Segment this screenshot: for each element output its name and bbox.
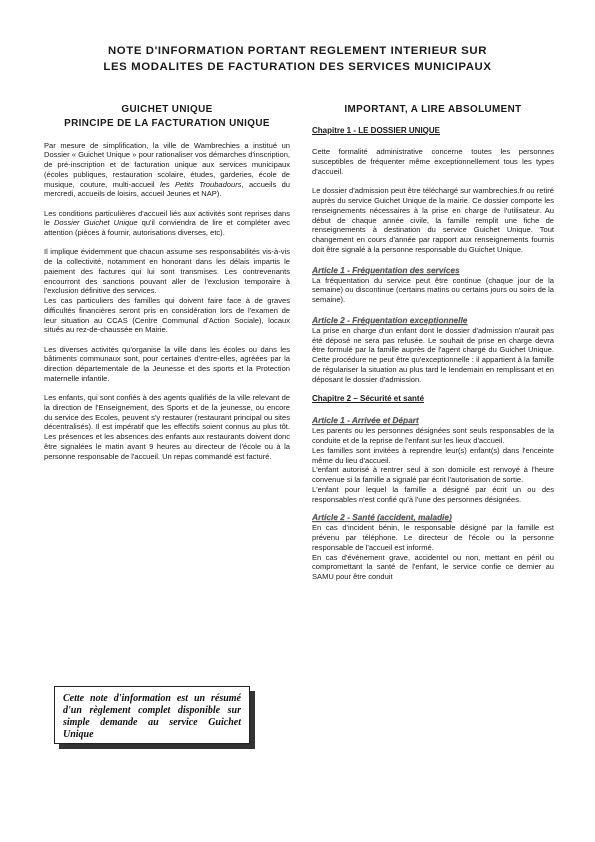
chapter-2-article-1-text-4: L'enfant pour lequel la famille a désigné par écrit un ou des responsables n'est confié qu'à l'une des personnes désignées. [312,484,554,504]
chapter-2-heading: Chapitre 2 – Sécurité et santé [312,394,425,404]
paragraph-conditions: Les conditions particulières d'accueil liés aux activités sont reprises dans le Dossier Guichet Unique qu'il conviendra de lire et compléter avec attention (pièces à fournir, autorisations diverses, etc). [44,208,290,237]
right-column-heading: IMPORTANT, A LIRE ABSOLUMENT [344,104,522,115]
chapter-2-article-1-text-1: Les parents ou les personnes désignées sont seuls responsables de la conduite et de la reprise de l'enfant sur les lieux d'accueil. [312,426,554,445]
chapter-2-article-1-text-2: Les familles sont invitées à reprendre leur(s) enfant(s) dans l'enceinte même du lieu d'accueil. [312,445,554,465]
document-title [40,43,555,75]
paragraph-restauration: Les enfants, qui sont confiés à des agents qualifiés de la ville relevant de la direction de l'Enseignement, des Sports et de la jeunesse, ou encore du service des Ecoles, peuvent s'y restaurer (restaurant principal ou sites décentralisés). Il est impératif que les effectifs soient connus au plus tôt. Les présences et les absences des enfants aux restaurants doivent donc être signalées le matin avant 9 heures au directeur de l'école ou à la personne responsable de l'accueil. Un repas commandé est facturé. [44,393,290,461]
chapter-1-paragraph-2: Le dossier d'admission peut être téléchargé sur wambrechies.fr ou retiré auprès du service Guichet Unique de la mairie. Ce dossier comporte les renseignements nécessaires à la prise en charge de l'utilisateur. Au début de chaque année civile, la famille remplit une fiche de renseignements à destination du service Guichet Unique. Tout changement en cours d'année par rapport aux renseignements fournis doit être signalé à la personne responsable du Guichet Unique. [312,186,554,254]
right-column [312,103,554,582]
chapter-2-article-1-text-3: L'enfant autorisé à rentrer seul à son domicile est renvoyé à l'heure convenue si la famille a signalé par écrit l'autorisation de sortie. [312,465,554,484]
paragraph-cas-particuliers: Les cas particuliers des familles qui doivent faire face à de graves difficultés financières seront pris en considération lors de l'examen de leur situation au CCAS (Centre Communal d'Action Sociale), locaux situés au rez-de-chaussée en Mairie. [44,296,290,335]
chapter-1-paragraph-1: Cette formalité administrative concerne toutes les personnes susceptibles de fréquenter même exceptionnellement tous les types d'accueil. [312,147,554,176]
title-line-1: NOTE D'INFORMATION PORTANT REGLEMENT INTERIEUR SUR [107,45,488,57]
left-column-heading [44,103,290,131]
chapter-1-article-1-heading: Article 1 - Fréquentation des services [312,264,460,275]
paragraph-intro: Par mesure de simplification, la ville de Wambrechies a institué un Dossier « Guichet Unique » pour rationaliser vos démarches d'inscription, de pré-inscription et de facturation unique aux services municipaux (écoles publiques, restauration scolaire, études, garderies, école de musique, couture, multi-accueil les Petits Troubadours, accueils du mercredi, accueils de loisirs, accueil Jeunes et NAP). [44,140,290,199]
left-column [44,103,290,461]
paragraph-activites: Les diverses activités qu'organise la ville dans les écoles ou dans les bâtiments communaux sont, pour certaines d'entre-elles, agréées par la direction départementale de la Jeunesse et des sports et la Protection maternelle infantile. [44,344,290,383]
chapter-2-article-2-heading: Article 2 - Santé (accident, maladie) [312,512,452,523]
chapter-1-heading: Chapitre 1 - LE DOSSIER UNIQUE [312,126,441,135]
chapter-1-article-2-text: La prise en charge d'un enfant dont le dossier d'admission n'aurait pas été déposé ne sera pas refusée. Le souhait de prise en charge devra être formulé par la famille auprès de l'agent chargé du Guichet Unique. Cette procédure ne peut être qu'exceptionnelle : il appartient à la famille de régulariser la situation au plus tard le lendemain en remplissant et en déposant le dossier d'admission. [312,325,554,384]
chapter-1-article-1-text: La fréquentation du service peut être continue (chaque jour de la semaine) ou discontinue (certains matins ou certains jours ou soirs de la semaine). [312,275,554,304]
heading-principe-facturation: PRINCIPE DE LA FACTURATION UNIQUE [64,118,270,129]
summary-note-box: Cette note d'information est un résumé d'un règlement complet disponible sur simple demande au service Guichet Unique [54,686,250,744]
heading-guichet-unique: GUICHET UNIQUE [121,104,213,115]
paragraph-responsabilites: Il implique évidemment que chacun assume ses responsabilités vis-à-vis de la collectivité, notamment en honorant dans les délais impartis le paiement des factures qui lui sont transmises. Les contrevenants encourront des sanctions pouvant aller de l'exclusion temporaire à l'exclusion définitive des services. [44,247,290,296]
chapter-2-article-1-heading: Article 1 - Arrivée et Départ [312,415,419,426]
chapter-1-article-2-heading: Article 2 - Fréquentation exceptionnelle [312,314,468,325]
chapter-2-article-2-text-2: En cas d'événement grave, accidentel ou non, mettant en péril ou compromettant la santé de l'enfant, le service confie ce dernier au SAMU pour être conduit [312,552,554,581]
title-line-2: LES MODALITES DE FACTURATION DES SERVICES MUNICIPAUX [103,61,492,73]
chapter-2-article-2-text-1: En cas d'incident bénin, le responsable désigné par la famille est prévenu par téléphone. Le directeur de l'école ou la personne responsable de l'accueil est informé. [312,523,554,552]
